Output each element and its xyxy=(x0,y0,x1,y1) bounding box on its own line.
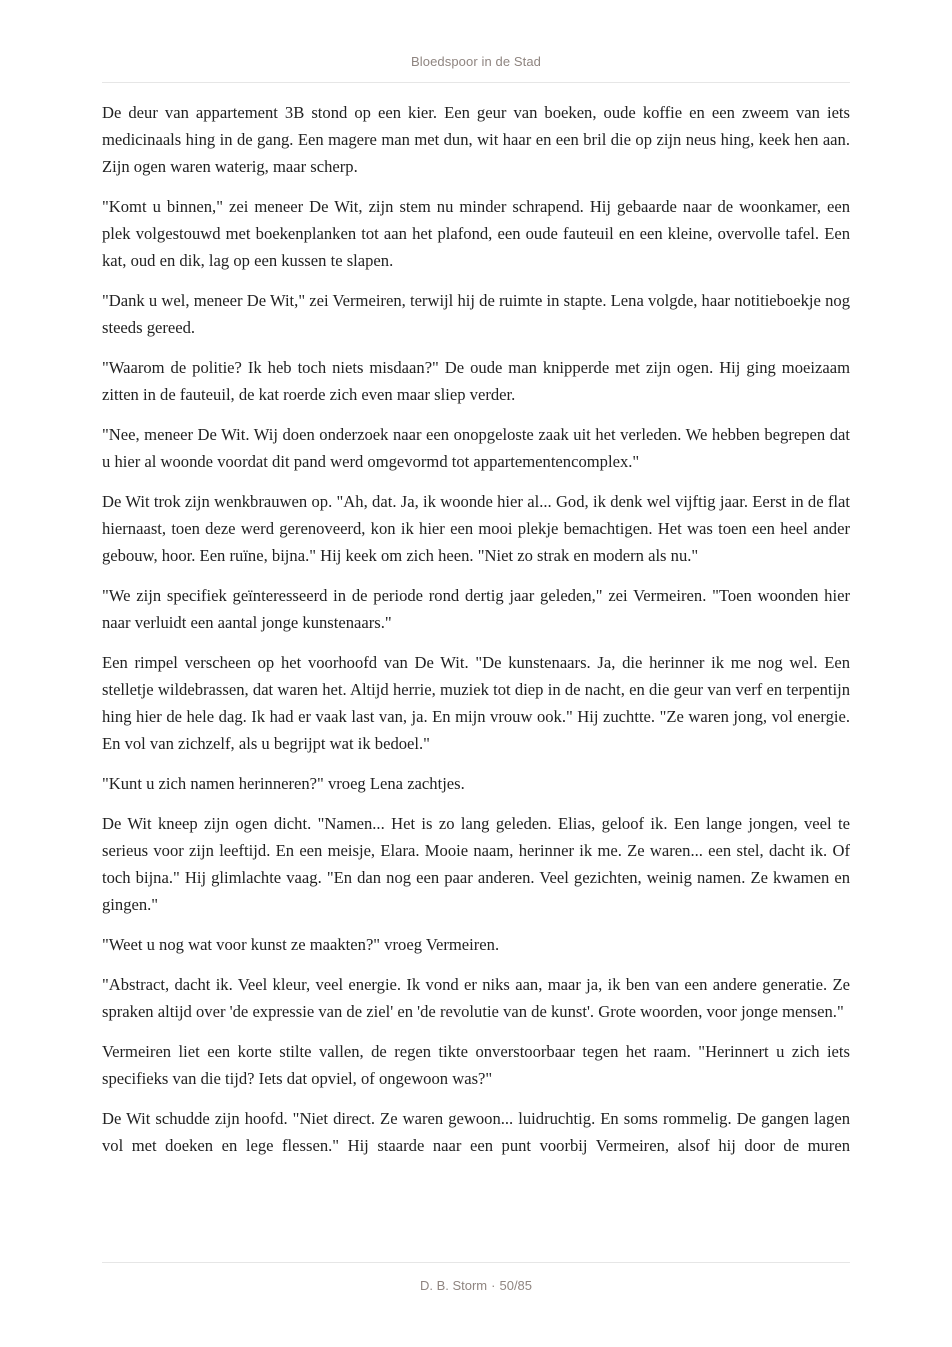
footer-author: D. B. Storm xyxy=(419,1278,488,1293)
paragraph: "Dank u wel, meneer De Wit," zei Vermeiren, terwijl hij de ruimte in stapte. Lena volgde, haar notitieboekje nog steeds gereed. xyxy=(102,291,850,337)
paragraph: "Weet u nog wat voor kunst ze maakten?" vroeg Vermeiren. xyxy=(102,935,500,954)
page-header xyxy=(102,52,850,83)
page-number: 50/85 xyxy=(499,1278,533,1293)
paragraph: "We zijn specifiek geïnteresseerd in de periode rond dertig jaar geleden," zei Vermeiren. "Toen woonden hier naar verluidt een aantal jonge kunstenaars." xyxy=(102,586,850,632)
paragraph: De Wit schudde zijn hoofd. "Niet direct. Ze waren gewoon... luidruchtig. En soms rommelig. De gangen lagen vol met doeken en lege flessen." Hij staarde naar een punt voorbij Vermeiren, alsof hij door de muren xyxy=(102,1109,850,1155)
book-title: Bloedspoor in de Stad xyxy=(410,54,542,69)
paragraph: "Nee, meneer De Wit. Wij doen onderzoek naar een onopgeloste zaak uit het verleden. We hebben begrepen dat u hier al woonde voordat dit pand werd omgevormd tot appartementencomplex." xyxy=(102,425,850,471)
paragraph: "Komt u binnen," zei meneer De Wit, zijn stem nu minder schrapend. Hij gebaarde naar de woonkamer, een plek volgestouwd met boekenplanken tot aan het plafond, een oude fauteuil en een kleine, overvolle tafel. Een kat, oud en dik, lag op een kussen te slapen. xyxy=(102,197,850,270)
footer-separator: · xyxy=(491,1278,496,1293)
paragraph: De Wit trok zijn wenkbrauwen op. "Ah, dat. Ja, ik woonde hier al... God, ik denk wel vijftig jaar. Eerst in de flat hiernaast, toen deze werd gerenoveerd, kon ik hier een mooi plekje bemachtigen. Het was toen een heel ander gebouw, hoor. Een ruïne, bijna." Hij keek om zich heen. "Niet zo strak en modern als nu." xyxy=(102,492,850,565)
paragraph: "Kunt u zich namen herinneren?" vroeg Lena zachtjes. xyxy=(102,774,465,793)
paragraph: "Waarom de politie? Ik heb toch niets misdaan?" De oude man knipperde met zijn ogen. Hij ging moeizaam zitten in de fauteuil, de kat roerde zich even maar sliep verder. xyxy=(102,358,850,404)
paragraph: Vermeiren liet een korte stilte vallen, de regen tikte onverstoorbaar tegen het raam. "Herinnert u zich iets specifieks van die tijd? Iets dat opviel, of ongewoon was?" xyxy=(102,1042,850,1088)
paragraph: De deur van appartement 3B stond op een kier. Een geur van boeken, oude koffie en een zweem van iets medicinaals hing in de gang. Een magere man met dun, wit haar en een bril die op zijn neus hing, keek hen aan. Zijn ogen waren waterig, maar scherp. xyxy=(102,103,850,176)
chapter-text xyxy=(102,99,850,1199)
page-footer xyxy=(102,1262,850,1295)
paragraph: "Abstract, dacht ik. Veel kleur, veel energie. Ik vond er niks aan, maar ja, ik ben van een andere generatie. Ze spraken altijd over 'de expressie van de ziel' en 'de revolutie van de kunst'. Grote woorden, voor jonge mensen." xyxy=(102,975,850,1021)
paragraph: De Wit kneep zijn ogen dicht. "Namen... Het is zo lang geleden. Elias, geloof ik. Een lange jongen, veel te serieus voor zijn leeftijd. En een meisje, Elara. Mooie naam, herinner ik me. Ze waren... een stel, dacht ik. Of toch bijna." Hij glimlachte vaag. "En dan nog een paar anderen. Veel gezichten, weinig namen. Ze kwamen en gingen." xyxy=(102,814,850,914)
paragraph: Een rimpel verscheen op het voorhoofd van De Wit. "De kunstenaars. Ja, die herinner ik me nog wel. Een stelletje wildebrassen, dat waren het. Altijd herrie, muziek tot diep in de nacht, en die geur van verf en terpentijn hing hier de hele dag. Ik had er vaak last van, ja. En mijn vrouw ook." Hij zuchtte. "Ze waren jong, vol energie. En vol van zichzelf, als u begrijpt wat ik bedoel." xyxy=(102,653,850,753)
